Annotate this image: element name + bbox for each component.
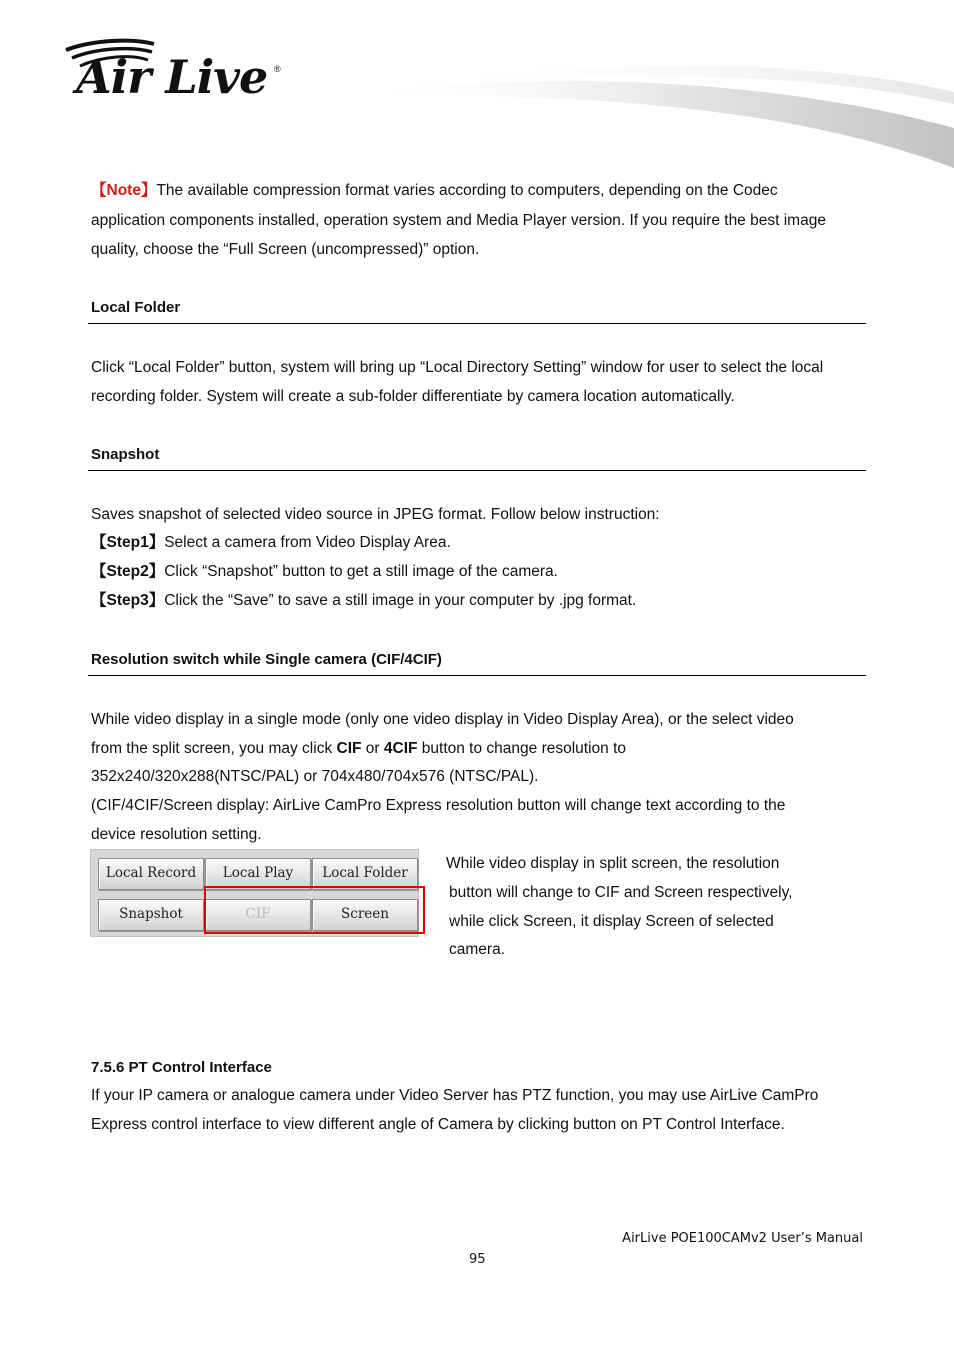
step-2-text: Click “Snapshot” button to get a still image of the camera.: [164, 563, 558, 580]
screen-button[interactable]: Screen: [312, 899, 418, 931]
snapshot-step-3: [91, 591, 636, 611]
step-1-label: 【Step1】: [91, 534, 165, 551]
resolution-line-5: device resolution setting.: [91, 826, 262, 843]
snapshot-intro: Saves snapshot of selected video source in JPEG format. Follow below instruction:: [91, 506, 660, 523]
airlive-logo: [62, 38, 292, 102]
local-folder-line-2: recording folder. System will create a sub-folder differentiate by camera location automatically.: [91, 388, 735, 405]
local-record-button[interactable]: Local Record: [98, 858, 204, 890]
pt-control-line-2: Express control interface to view different angle of Camera by clicking button on PT Control Interface.: [91, 1116, 785, 1133]
registered-mark: ®: [274, 64, 281, 74]
resolution-line-2a: from the split screen, you may click: [91, 740, 337, 757]
resolution-line-1: While video display in a single mode (only one video display in Video Display Area), or the select video: [91, 711, 794, 728]
local-play-button[interactable]: Local Play: [205, 858, 311, 890]
resolution-line-4: (CIF/4CIF/Screen display: AirLive CamPro Express resolution button will change text according to the: [91, 797, 786, 814]
side-text-line-4: camera.: [449, 941, 505, 958]
resolution-line-3: 352x240/320x288(NTSC/PAL) or 704x480/704x576 (NTSC/PAL).: [91, 768, 539, 785]
local-folder-heading: Local Folder: [91, 299, 181, 316]
4cif-term: 4CIF: [383, 740, 418, 757]
highlight-box: [204, 886, 425, 934]
resolution-line-2b: button to change resolution to: [417, 740, 627, 757]
note-tag: 【Note】: [91, 182, 157, 199]
snapshot-step-2: [91, 562, 558, 582]
note-text-1: The available compression format varies according to computers, depending on the Codec: [156, 182, 778, 199]
side-text-line-2: button will change to CIF and Screen respectively,: [449, 884, 793, 901]
local-folder-button[interactable]: Local Folder: [312, 858, 418, 890]
cif-button[interactable]: CIF: [205, 899, 311, 931]
step-3-label: 【Step3】: [91, 592, 165, 609]
page-number: 95: [469, 1252, 486, 1267]
resolution-rule: [88, 675, 866, 676]
note-line-1: [91, 181, 778, 201]
snapshot-heading: Snapshot: [91, 446, 160, 463]
step-2-label: 【Step2】: [91, 563, 165, 580]
resolution-line-2: [91, 739, 626, 759]
note-line-2: application components installed, operation system and Media Player version. If you require the best image: [91, 212, 826, 229]
note-line-3: quality, choose the “Full Screen (uncompressed)” option.: [91, 241, 480, 258]
step-3-text: Click the “Save” to save a still image in your computer by .jpg format.: [164, 592, 637, 609]
snapshot-rule: [88, 470, 866, 471]
pt-control-line-1: If your IP camera or analogue camera under Video Server has PTZ function, you may use AirLive CamPro: [91, 1087, 819, 1104]
side-text-line-3: while click Screen, it display Screen of selected: [449, 913, 774, 930]
local-folder-rule: [88, 323, 866, 324]
snapshot-button[interactable]: Snapshot: [98, 899, 204, 931]
resolution-heading: Resolution switch while Single camera (CIF/4CIF): [91, 651, 442, 668]
side-text-line-1: While video display in split screen, the resolution: [446, 855, 780, 872]
logo-text: Air Live: [76, 50, 268, 104]
resolution-or: or: [361, 740, 384, 757]
step-1-text: Select a camera from Video Display Area.: [164, 534, 451, 551]
snapshot-step-1: [91, 533, 451, 553]
pt-control-heading: 7.5.6 PT Control Interface: [91, 1059, 272, 1076]
cif-term: CIF: [336, 740, 362, 757]
local-folder-line-1: Click “Local Folder” button, system will bring up “Local Directory Setting” window for user to select the local: [91, 359, 824, 376]
footer-manual-title: AirLive POE100CAMv2 User’s Manual: [622, 1231, 863, 1246]
